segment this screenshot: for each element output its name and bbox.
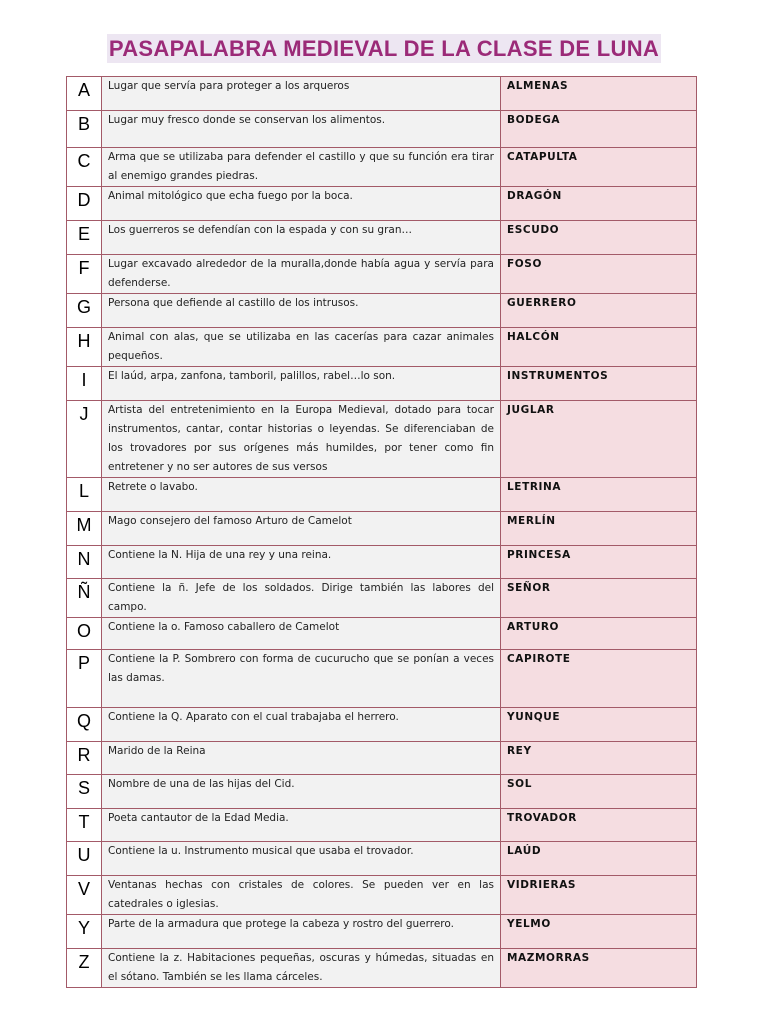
row-letter: Z bbox=[67, 949, 102, 988]
table-row bbox=[67, 915, 697, 949]
row-answer: INSTRUMENTOS bbox=[501, 367, 697, 401]
row-clue: Los guerreros se defendían con la espada y con su gran… bbox=[102, 221, 501, 255]
row-clue: Parte de la armadura que protege la cabeza y rostro del guerrero. bbox=[102, 915, 501, 949]
row-letter: R bbox=[67, 742, 102, 775]
row-clue: Marido de la Reina bbox=[102, 742, 501, 775]
table-row bbox=[67, 775, 697, 809]
row-letter: U bbox=[67, 842, 102, 876]
row-clue: Contiene la N. Hija de una rey y una reina. bbox=[102, 546, 501, 579]
table-row bbox=[67, 546, 697, 579]
row-letter: A bbox=[67, 77, 102, 111]
row-letter: C bbox=[67, 148, 102, 187]
row-answer: SOL bbox=[501, 775, 697, 809]
row-letter: L bbox=[67, 478, 102, 512]
table-row bbox=[67, 187, 697, 221]
row-answer: HALCÓN bbox=[501, 328, 697, 367]
table-row bbox=[67, 949, 697, 988]
row-answer: PRINCESA bbox=[501, 546, 697, 579]
row-clue: Artista del entretenimiento en la Europa Medieval, dotado para tocar instrumentos, cantar, contar historias o leyendas. Se diferenciaban de los trovadores por sus orígenes más humildes, por tener como fin entretener y no ser autores de sus versos bbox=[102, 401, 501, 478]
row-answer: BODEGA bbox=[501, 111, 697, 148]
table-row bbox=[67, 77, 697, 111]
table-row bbox=[67, 650, 697, 708]
row-answer: YELMO bbox=[501, 915, 697, 949]
row-answer: ESCUDO bbox=[501, 221, 697, 255]
row-clue: Contiene la Q. Aparato con el cual trabajaba el herrero. bbox=[102, 708, 501, 742]
row-letter: B bbox=[67, 111, 102, 148]
table-row bbox=[67, 809, 697, 842]
row-clue: Contiene la o. Famoso caballero de Camelot bbox=[102, 618, 501, 650]
table-row bbox=[67, 328, 697, 367]
table-row bbox=[67, 401, 697, 478]
row-clue: Contiene la u. Instrumento musical que usaba el trovador. bbox=[102, 842, 501, 876]
row-clue: Poeta cantautor de la Edad Media. bbox=[102, 809, 501, 842]
row-clue: Lugar que servía para proteger a los arqueros bbox=[102, 77, 501, 111]
row-letter: N bbox=[67, 546, 102, 579]
row-clue: Animal mitológico que echa fuego por la boca. bbox=[102, 187, 501, 221]
row-letter: M bbox=[67, 512, 102, 546]
table-row bbox=[67, 618, 697, 650]
row-clue: Animal con alas, que se utilizaba en las cacerías para cazar animales pequeños. bbox=[102, 328, 501, 367]
table-row bbox=[67, 255, 697, 294]
row-letter: G bbox=[67, 294, 102, 328]
row-answer: YUNQUE bbox=[501, 708, 697, 742]
row-clue: Ventanas hechas con cristales de colores. Se pueden ver en las catedrales o iglesias. bbox=[102, 876, 501, 915]
row-clue: El laúd, arpa, zanfona, tamboril, palillos, rabel…lo son. bbox=[102, 367, 501, 401]
row-clue: Lugar excavado alrededor de la muralla,donde había agua y servía para defenderse. bbox=[102, 255, 501, 294]
row-answer: TROVADOR bbox=[501, 809, 697, 842]
row-clue: Contiene la z. Habitaciones pequeñas, oscuras y húmedas, situadas en el sótano. También se les llama cárceles. bbox=[102, 949, 501, 988]
table-row bbox=[67, 294, 697, 328]
row-letter: D bbox=[67, 187, 102, 221]
row-clue: Contiene la ñ. Jefe de los soldados. Dirige también las labores del campo. bbox=[102, 579, 501, 618]
title-wrapper bbox=[0, 34, 768, 63]
row-answer: DRAGÓN bbox=[501, 187, 697, 221]
row-letter: V bbox=[67, 876, 102, 915]
row-answer: ALMENAS bbox=[501, 77, 697, 111]
row-clue: Arma que se utilizaba para defender el castillo y que su función era tirar al enemigo grandes piedras. bbox=[102, 148, 501, 187]
table-row bbox=[67, 367, 697, 401]
row-clue: Lugar muy fresco donde se conservan los alimentos. bbox=[102, 111, 501, 148]
row-answer: CATAPULTA bbox=[501, 148, 697, 187]
row-answer: REY bbox=[501, 742, 697, 775]
row-clue: Mago consejero del famoso Arturo de Camelot bbox=[102, 512, 501, 546]
row-answer: SEÑOR bbox=[501, 579, 697, 618]
row-answer: MAZMORRAS bbox=[501, 949, 697, 988]
page-title: PASAPALABRA MEDIEVAL DE LA CLASE DE LUNA bbox=[108, 36, 660, 61]
row-clue: Persona que defiende al castillo de los intrusos. bbox=[102, 294, 501, 328]
row-answer: LETRINA bbox=[501, 478, 697, 512]
row-letter: P bbox=[67, 650, 102, 708]
row-answer: LAÚD bbox=[501, 842, 697, 876]
pasapalabra-table bbox=[66, 76, 697, 988]
table-row bbox=[67, 842, 697, 876]
table-row bbox=[67, 876, 697, 915]
row-letter: S bbox=[67, 775, 102, 809]
table-row bbox=[67, 708, 697, 742]
table-row bbox=[67, 478, 697, 512]
row-answer: JUGLAR bbox=[501, 401, 697, 478]
row-letter: F bbox=[67, 255, 102, 294]
row-answer: VIDRIERAS bbox=[501, 876, 697, 915]
row-letter: Q bbox=[67, 708, 102, 742]
row-letter: Y bbox=[67, 915, 102, 949]
row-letter: Ñ bbox=[67, 579, 102, 618]
row-letter: J bbox=[67, 401, 102, 478]
row-answer: ARTURO bbox=[501, 618, 697, 650]
row-letter: T bbox=[67, 809, 102, 842]
table-row bbox=[67, 512, 697, 546]
row-answer: FOSO bbox=[501, 255, 697, 294]
table-row bbox=[67, 742, 697, 775]
row-clue: Contiene la P. Sombrero con forma de cucurucho que se ponían a veces las damas. bbox=[102, 650, 501, 708]
row-answer: MERLÍN bbox=[501, 512, 697, 546]
row-letter: H bbox=[67, 328, 102, 367]
row-clue: Nombre de una de las hijas del Cid. bbox=[102, 775, 501, 809]
row-letter: O bbox=[67, 618, 102, 650]
table-row bbox=[67, 111, 697, 148]
table-row bbox=[67, 148, 697, 187]
row-letter: I bbox=[67, 367, 102, 401]
row-answer: CAPIROTE bbox=[501, 650, 697, 708]
table-row bbox=[67, 579, 697, 618]
row-letter: E bbox=[67, 221, 102, 255]
row-answer: GUERRERO bbox=[501, 294, 697, 328]
table-row bbox=[67, 221, 697, 255]
row-clue: Retrete o lavabo. bbox=[102, 478, 501, 512]
